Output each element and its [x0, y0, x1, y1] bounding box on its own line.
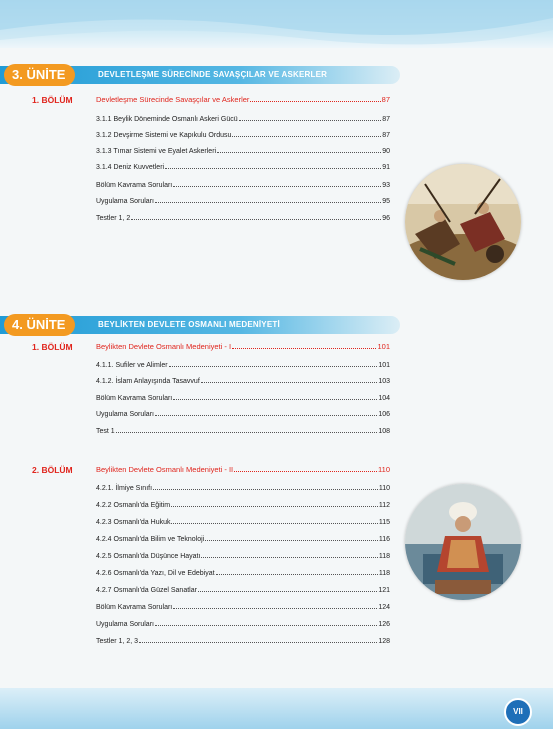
toc-entry[interactable]: 3.1.3 Tımar Sistemi ve Eyalet Askerleri 90	[96, 148, 390, 155]
footer-band	[0, 688, 553, 729]
unit-3-bolum-1: 1. BÖLÜM	[32, 95, 73, 105]
toc-entry[interactable]: Testler 1, 2 96	[96, 215, 390, 222]
toc-entry[interactable]: Beylikten Devlete Osmanlı Medeniyeti - II 110	[96, 465, 390, 474]
toc-entry[interactable]: 4.1.2. İslam Anlayışında Tasavvuf 103	[96, 378, 390, 385]
toc-entry[interactable]: Devletleşme Sürecinde Savaşçılar ve Askerler 87	[96, 95, 390, 104]
toc-entry[interactable]: 4.2.6 Osmanlı'da Yazı, Dil ve Edebiyat 118	[96, 570, 390, 577]
toc-entry[interactable]: 4.2.2 Osmanlı'da Eğitim 112	[96, 502, 390, 509]
battle-illustration	[405, 164, 521, 280]
toc-entry[interactable]: Uygulama Soruları 106	[96, 411, 390, 418]
toc-entry[interactable]: Testler 1, 2, 3 128	[96, 638, 390, 645]
unit-4-bolum-2: 2. BÖLÜM	[32, 465, 73, 475]
unit-3-title: DEVLETLEŞME SÜRECİNDE SAVAŞÇILAR VE ASKERLER	[98, 70, 328, 79]
toc-entry[interactable]: 4.2.1. İlmiye Sınıfı 110	[96, 485, 390, 492]
toc-entry[interactable]: 4.2.7 Osmanlı'da Güzel Sanatlar 121	[96, 587, 390, 594]
scholar-illustration	[405, 484, 521, 600]
toc-entry[interactable]: Beylikten Devlete Osmanlı Medeniyeti - I 101	[96, 342, 390, 351]
toc-entry[interactable]: Bölüm Kavrama Soruları 104	[96, 395, 390, 402]
toc-entry[interactable]: 4.1.1. Sufiler ve Alimler 101	[96, 362, 390, 369]
toc-entry[interactable]: 4.2.5 Osmanlı'da Düşünce Hayatı 118	[96, 553, 390, 560]
toc-entry[interactable]: 4.2.3 Osmanlı'da Hukuk 115	[96, 519, 390, 526]
unit-4-tag: 4. ÜNİTE	[4, 314, 75, 336]
unit-3-banner	[0, 66, 400, 84]
page-number: VII	[504, 698, 532, 726]
toc-entry[interactable]: Uygulama Soruları 95	[96, 198, 390, 205]
unit-4-banner	[0, 316, 400, 334]
toc-entry[interactable]: Bölüm Kavrama Soruları 124	[96, 604, 390, 611]
toc-entry[interactable]: Bölüm Kavrama Soruları 93	[96, 182, 390, 189]
header-wave	[0, 0, 553, 48]
unit-4-bolum-1: 1. BÖLÜM	[32, 342, 73, 352]
toc-entry[interactable]: Test 1 108	[96, 428, 390, 435]
unit-4-title: BEYLİKTEN DEVLETE OSMANLI MEDENİYETİ	[98, 320, 280, 329]
unit-3-tag: 3. ÜNİTE	[4, 64, 75, 86]
toc-entry[interactable]: Uygulama Soruları 126	[96, 621, 390, 628]
toc-entry[interactable]: 3.1.4 Deniz Kuvvetleri 91	[96, 164, 390, 171]
toc-entry[interactable]: 3.1.2 Devşirme Sistemi ve Kapıkulu Ordusu 87	[96, 132, 390, 139]
toc-entry[interactable]: 4.2.4 Osmanlı'da Bilim ve Teknoloji 116	[96, 536, 390, 543]
toc-entry[interactable]: 3.1.1 Beylik Döneminde Osmanlı Askeri Gücü 87	[96, 116, 390, 123]
